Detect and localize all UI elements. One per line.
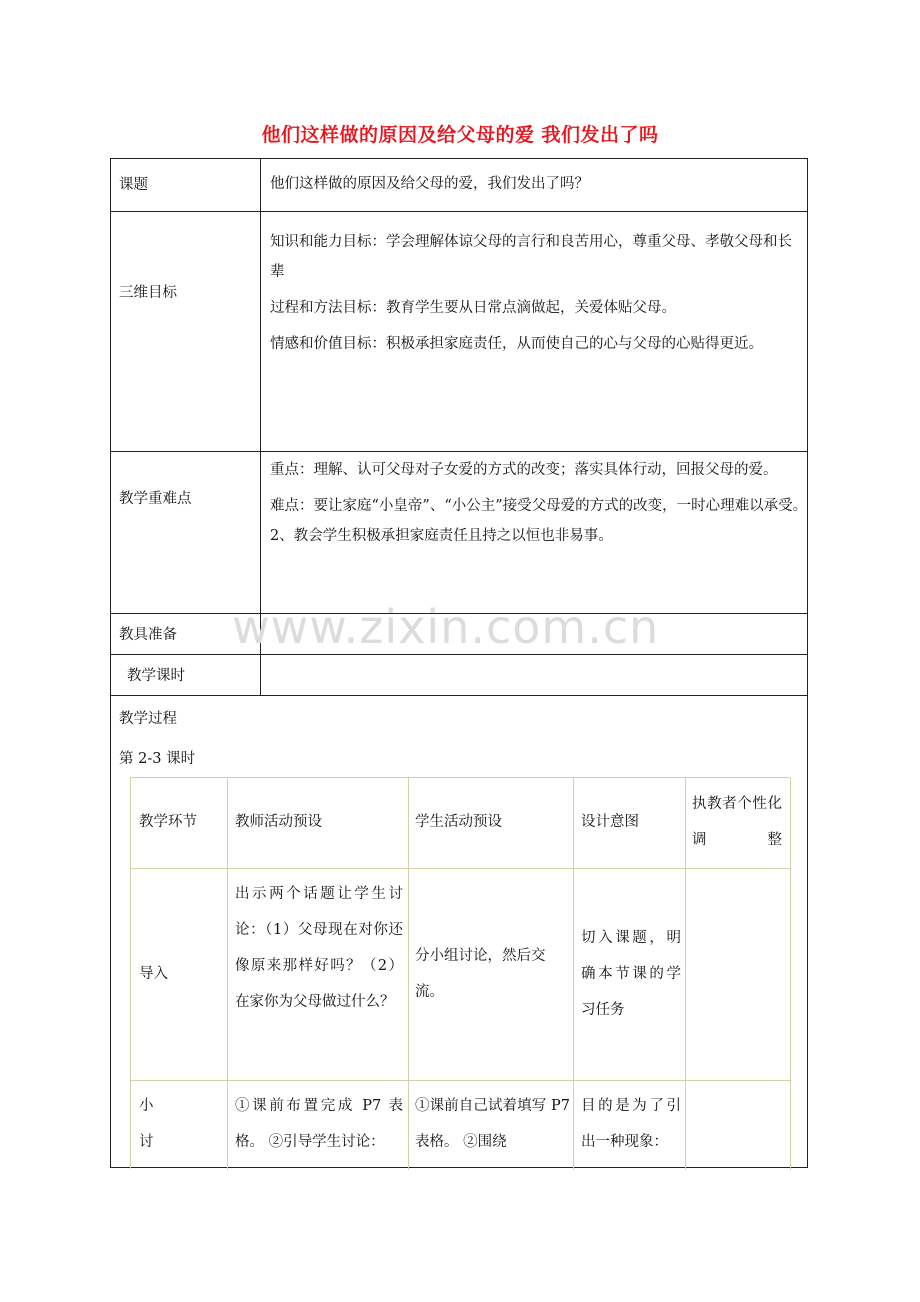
row1-stage: 导入 — [139, 966, 168, 982]
process-label: 教学过程 — [119, 711, 177, 727]
header-stage: 教学环节 — [139, 814, 197, 830]
process-table — [130, 777, 790, 1169]
goal-process: 过程和方法目标：教育学生要从日常点滴做起，关爱体贴父母。 — [270, 300, 676, 316]
row1-student: 分小组讨论，然后交流。 — [415, 948, 546, 1000]
header-intent: 设计意图 — [581, 814, 639, 830]
row2-teacher: ①课前布置完成 P7 表格。 ②引导学生讨论： — [235, 1098, 403, 1150]
goal-knowledge: 知识和能力目标：学会理解体谅父母的言行和良苦用心，尊重父母、孝敬父母和长辈 — [270, 234, 792, 280]
col-divider-1 — [227, 778, 228, 1170]
session-label: 第 2-3 课时 — [119, 751, 196, 767]
col-divider-4 — [685, 778, 686, 1170]
header-teacher: 教师活动预设 — [235, 814, 322, 830]
row-hours — [111, 654, 807, 696]
lesson-plan-table — [110, 158, 815, 1168]
hours-label: 教学课时 — [127, 668, 185, 684]
tools-label: 教具准备 — [119, 627, 177, 643]
row-keypoints — [111, 451, 815, 614]
keypoint-difficulty: 难点：要让家庭“小皇帝”、“小公主”接受父母爱的方式的改变，一时心理难以承受。 2、教会学生积极承担家庭责任且持之以恒也非易事。 — [270, 498, 815, 544]
col-divider-2 — [408, 778, 409, 1170]
keypoints-value — [270, 455, 815, 557]
row2-student: ①课前自己试着填写 P7 表格。 ②围绕 — [415, 1098, 570, 1150]
row2-stage: 小讨 — [139, 1098, 154, 1150]
goal-emotion: 情感和价值目标：积极承担家庭责任，从而使自己的心与父母的心贴得更近。 — [270, 336, 763, 352]
row1-teacher: 出示两个话题让学生讨论：（1）父母现在对你还像原来那样好吗？（2）在家你为父母做过什么？ — [235, 886, 403, 1010]
row-goals — [111, 211, 807, 452]
col-divider-3 — [573, 778, 574, 1170]
goals-label: 三维目标 — [119, 285, 177, 301]
row1-intent: 切入课题，明确本节课的学习任务 — [581, 930, 681, 1018]
topic-label: 课题 — [119, 177, 148, 193]
keypoints-label: 教学重难点 — [119, 491, 192, 507]
header-bottom-line — [131, 868, 791, 869]
header-student: 学生活动预设 — [415, 814, 502, 830]
goals-value — [270, 227, 800, 365]
row-topic — [111, 159, 807, 212]
row1-bottom-line — [131, 1080, 791, 1081]
keypoint-focus: 重点：理解、认可父母对子女爱的方式的改变；落实具体行动，回报父母的爱。 — [270, 462, 778, 478]
document-title: 他们这样做的原因及给父母的爱 我们发出了吗 — [261, 124, 659, 146]
topic-value: 他们这样做的原因及给父母的爱，我们发出了吗？ — [270, 176, 589, 192]
watermark: www.zixin.com.cn — [232, 600, 660, 654]
row2-intent: 目的是为了引出一种现象： — [581, 1098, 681, 1150]
col-divider-5 — [790, 778, 791, 1170]
header-adjust: 执教者个性化调整 — [692, 796, 782, 848]
